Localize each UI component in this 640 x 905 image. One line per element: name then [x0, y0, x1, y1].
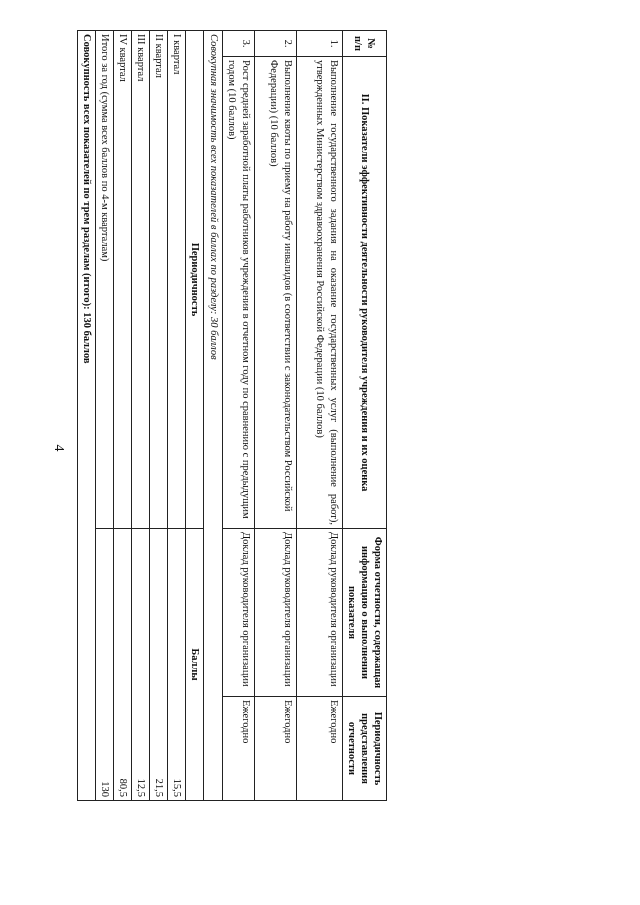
period-row	[132, 31, 150, 801]
row-indicator: Выполнение государственного задания на оказание государственных услуг (выполнение работ), утвержденных Министерством здравоохранения Российской Федерации (10 баллов)	[296, 57, 342, 529]
table-row	[296, 31, 342, 801]
period-points: 130	[95, 529, 113, 801]
period-label: I квартал	[168, 31, 186, 529]
header-periodicity: Периодичность представления отчетности	[342, 697, 386, 801]
period-points: 21,5	[150, 529, 168, 801]
row-period: Ежегодно	[222, 697, 254, 801]
period-label: II квартал	[150, 31, 168, 529]
section-total-row	[204, 31, 222, 801]
row-period: Ежегодно	[296, 697, 342, 801]
page-number: 4	[51, 444, 66, 452]
periods-header-row	[186, 31, 204, 801]
period-label: IV квартал	[113, 31, 131, 529]
row-number: 3.	[222, 31, 254, 57]
period-row	[95, 31, 113, 801]
row-form: Доклад руководителя организации	[296, 529, 342, 697]
grand-total: Совокупность всех показателей по трем разделам (итого): 130 баллов	[77, 31, 95, 801]
header-report-form: Форма отчетности, содержащая информацию о выполнении показателя	[342, 529, 386, 697]
row-number: 2.	[254, 31, 296, 57]
period-row	[168, 31, 186, 801]
row-form: Доклад руководителя организации	[222, 529, 254, 697]
period-label: III квартал	[132, 31, 150, 529]
rotated-document-sheet	[80, 30, 387, 800]
indicators-table	[77, 30, 387, 801]
period-points: 12,5	[132, 529, 150, 801]
row-form: Доклад руководителя организации	[254, 529, 296, 697]
row-period: Ежегодно	[254, 697, 296, 801]
period-row	[150, 31, 168, 801]
period-label: Итого за год (сумма всех баллов по 4-м кварталам)	[95, 31, 113, 529]
row-indicator: Рост средней заработной платы работников учреждения в отчетном году по сравнению с предыдущим годом (10 баллов)	[222, 57, 254, 529]
period-points: 80,5	[113, 529, 131, 801]
table-row	[222, 31, 254, 801]
period-points: 15,5	[168, 529, 186, 801]
grand-total-row	[77, 31, 95, 801]
table-header-row	[342, 31, 386, 801]
row-number: 1.	[296, 31, 342, 57]
header-indicator: II. Показатели эффективности деятельности руководителя учреждения и их оценка	[342, 57, 386, 529]
period-row	[113, 31, 131, 801]
periods-header-period: Периодичность	[186, 31, 204, 529]
header-number: № п/п	[342, 31, 386, 57]
row-indicator: Выполнение квоты по приему на работу инвалидов (в соответствии с законодательством Российской Федерации) (10 баллов)	[254, 57, 296, 529]
table-row	[254, 31, 296, 801]
section-total: Совокупная значимость всех показателей в баллах по разделу: 30 баллов	[204, 31, 222, 801]
periods-header-points: Баллы	[186, 529, 204, 801]
